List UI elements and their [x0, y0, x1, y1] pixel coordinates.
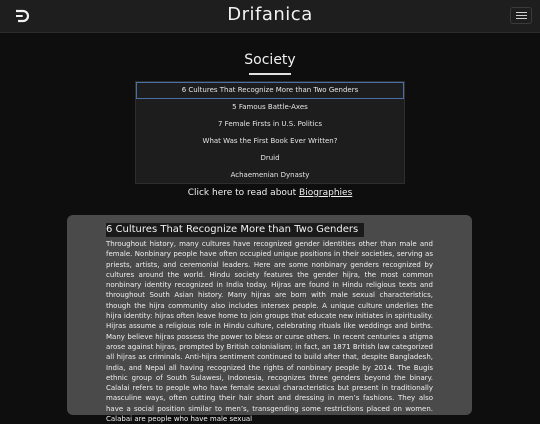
read-more-prefix: Click here to read about — [187, 188, 300, 198]
article-list — [135, 81, 405, 184]
list-item[interactable]: 7 Female Firsts in U.S. Politics — [218, 120, 322, 128]
hamburger-line-icon — [516, 18, 527, 19]
top-navbar — [0, 0, 540, 33]
hamburger-line-icon — [516, 12, 527, 13]
list-item[interactable]: Achaemenian Dynasty — [230, 171, 310, 179]
section-title-underline — [249, 73, 291, 75]
hamburger-line-icon — [516, 15, 527, 16]
article-card — [67, 215, 472, 424]
biographies-link[interactable]: Biographies — [299, 188, 353, 198]
read-more-line — [0, 188, 540, 198]
brand-title[interactable]: Drifanica — [227, 4, 313, 25]
list-item[interactable]: 5 Famous Battle-Axes — [232, 103, 308, 111]
list-item[interactable]: 6 Cultures That Recognize More than Two Genders — [136, 82, 404, 99]
hamburger-menu-button[interactable] — [510, 7, 532, 24]
article-body: Throughout history, many cultures have recognized gender identities other than male and female. Nonbinary people have often occupied unique positions in their societies, serving as priests, artists, and ceremonial leaders. Here are some nonbinary genders recognized by cultures around the world. Hindu society features the gender hijra, the most common nonbinary identity recognized in India today. Hijras are found in Hindu religious texts and throughout South Asian history. Many hijras are born with male sexual characteristics, though the hijra community also includes intersex people. A unique culture underlies the hijra identity: hijras often leave home to join groups that educate new initiates in spirituality. Hijras assume a religious role in Hindu culture, celebrating rituals like weddings and births. Many believe hijras possess the power to bless or curse others. In recent centuries a stigma arose against hijras, prompted by British colonialism; in fact, an 1871 British law categorized all hijras as criminals. Anti-hijra sentiment continued to build after that, despite Bangladesh, India, and Nepal all having recognized the rights of nonbinary people by 2014. The Bugis ethnic group of South Sulawesi, Indonesia, recognizes three genders beyond the binary. Calalai refers to people who have female sexual characteristics but present in traditionally masculine ways, often cutting their hair short and dressing in men’s fashions. They also have a social position similar to men’s, transgending some restrictions placed on women. Calabai are people who have male sexual — [106, 240, 433, 424]
section-title: Society — [244, 52, 296, 68]
list-item[interactable]: Druid — [260, 154, 280, 162]
list-item[interactable]: What Was the First Book Ever Written? — [202, 137, 338, 145]
article-title: 6 Cultures That Recognize More than Two Genders — [106, 223, 364, 237]
